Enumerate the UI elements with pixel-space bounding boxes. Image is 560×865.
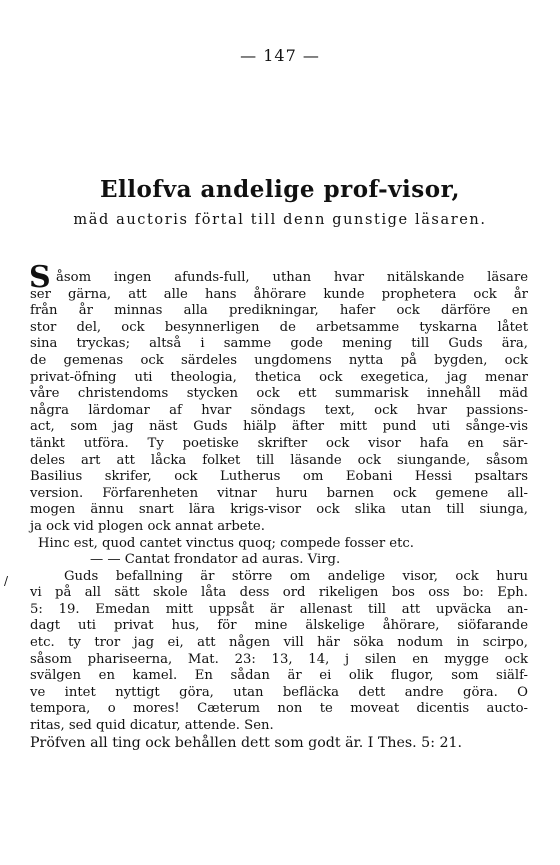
margin-mark: /	[4, 574, 9, 588]
text-line: några lärdomar af hvar söndags text, ock hvar passions-	[30, 402, 528, 418]
latin-quote-line: — — Cantat frondator ad auras. Virg.	[90, 552, 341, 568]
text-line: stor del, ock besynnerligen de arbetsamme tyskarna låtet	[30, 319, 528, 335]
heading-subtitle: mäd auctoris förtal till denn gunstige läsaren.	[73, 212, 487, 228]
text-line: sina tryckas; altså i samme gode mening till Guds ära,	[30, 336, 528, 352]
text-line: tempora, o mores! Cæterum non te moveat dicentis aucto-	[30, 701, 528, 717]
text-line: privat-öfning uti theologia, thetica ock exegetica, jag menar	[30, 369, 528, 385]
text-line: etc. ty tror jag ei, att någen vill här söka nodum in scirpo,	[30, 635, 528, 651]
text-line: Guds befallning är större om andelige visor, ock huru	[64, 568, 528, 584]
text-line: mogen ännu snart lära krigs-visor ock slika utan till siunga,	[30, 502, 528, 518]
text-line: Basilius skrifer, ock Lutherus om Eobani Hessi psaltars	[30, 469, 528, 485]
text-line: såsom phariseerna, Mat. 23: 13, 14, j silen en mygge ock	[30, 651, 528, 667]
text-line: ve intet nyttigt göra, utan befläcka dett andre göra. O	[30, 684, 528, 700]
text-line: deles art att låcka folket till läsande ock siungande, såsom	[30, 452, 528, 468]
text-line: 5: 19. Emedan mitt uppsåt är allenast till att upväcka an-	[30, 601, 528, 617]
text-line: ritas, sed quid dicatur, attende. Sen.	[30, 718, 274, 734]
closing-line: Pröfven all ting ock behållen dett som godt är. I Thes. 5: 21.	[30, 734, 463, 751]
text-line: svälgen en kamel. En sådan är ei olik flugor, som siälf-	[30, 668, 528, 684]
heading-title: Ellofva andelige prof-visor,	[99, 176, 461, 203]
text-line: act, som jag näst Guds hiälp äfter mitt pund uti sånge-vis	[30, 419, 528, 435]
text-line: version. Förfarenheten vitnar huru barnen ock gemene all-	[30, 485, 528, 501]
text-line: våre christendoms stycken ock ett summarisk innehåll mäd	[30, 386, 528, 402]
body-text	[29, 260, 528, 751]
text-line: de gemenas ock särdeles ungdomens nytta på bygden, ock	[30, 352, 528, 368]
text-line: tänkt utföra. Ty poetiske skrifter ock visor hafa en sär-	[30, 435, 528, 451]
drop-cap: S	[29, 260, 51, 295]
latin-quote-line: Hinc est, quod cantet vinctus quoq; compede fosser etc.	[38, 535, 414, 551]
text-line: vi på all sätt skole låta dess ord rikeligen bos oss bo: Eph.	[30, 585, 528, 601]
text-line: åsom ingen afunds-full, uthan hvar nitälskande läsare	[56, 270, 528, 285]
text-line: dagt uti privat hus, för mine älskelige åhörare, siöfarande	[30, 618, 528, 634]
text-line: ser gärna, att alle hans åhörare kunde prophetera ock år	[30, 286, 528, 302]
text-line: ja ock vid plogen ock annat arbete.	[30, 518, 265, 534]
text-line: från år minnas alla predikningar, hafer ock därföre en	[30, 303, 528, 319]
page-number: — 147 —	[240, 46, 320, 65]
